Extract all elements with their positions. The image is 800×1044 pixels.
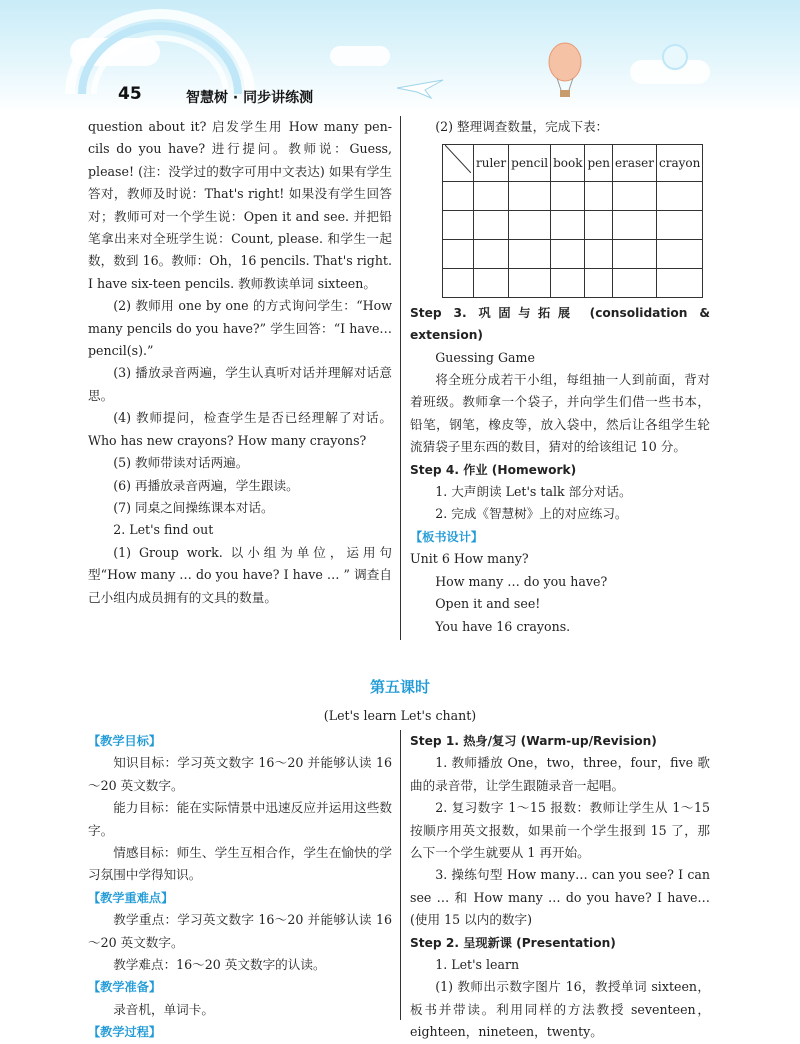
key-point-item: 教学重点：学习英文数字 16～20 并能够认读 16～20 英文数字。 [88, 912, 392, 950]
table-header-row [443, 145, 703, 181]
right-column-bottom [410, 730, 710, 1044]
preparation-tag: 【教学准备】 [88, 980, 162, 995]
page-number: 45 [118, 84, 142, 104]
hot-air-balloon-icon [545, 42, 585, 102]
book-title: 智慧树 · 同步讲练测 [186, 90, 314, 106]
paragraph: (6) 再播放录音两遍，学生跟读。 [113, 477, 299, 493]
airplane-icon [395, 70, 445, 100]
step4-item: 2. 完成《智慧树》上的对应练习。 [435, 506, 628, 522]
left-column-top [88, 116, 392, 609]
key-point-item: 教学难点：16～20 英文数字的认读。 [113, 957, 326, 973]
goal-item: 能力目标：能在实际情景中迅速反应并运用这些数字。 [88, 800, 392, 838]
paragraph: (2) 教师用 one by one 的方式询问学生：“How many pencils do you have?” 学生回答：“I have… pencil(s).” [88, 298, 392, 359]
step2-item: 1. Let's learn [435, 957, 520, 973]
step1-item: 2. 复习数字 1～15 报数：教师让学生从 1～15按顺序用英文报数，如果前一个学生报到 15 了，那么下一个学生就要从 1 再开始。 [410, 800, 710, 861]
section-subtitle: (Let's learn Let's chant) [323, 708, 477, 723]
sun-icon [660, 42, 690, 72]
table-header-cell: book [551, 145, 585, 181]
paragraph: (5) 教师带读对话两遍。 [113, 455, 249, 471]
goal-item: 知识目标：学习英文数字 16～20 并能够认读 16～20 英文数字。 [88, 755, 392, 793]
paragraph: (4) 教师提问，检查学生是否已经理解了对话。Who has new crayons? How many crayons? [88, 410, 392, 448]
table-row [443, 268, 703, 297]
step4-item: 1. 大声朗读 Let's talk 部分对话。 [435, 484, 632, 500]
table-corner-cell [443, 145, 474, 181]
board-line: Open it and see! [435, 596, 541, 612]
step3-game: Guessing Game [435, 349, 535, 365]
table-header-cell: crayon [656, 145, 702, 181]
right-column-top [410, 116, 710, 638]
table-header-cell: pencil [509, 145, 551, 181]
board-line: How many … do you have? [435, 573, 608, 589]
left-column-bottom [88, 730, 392, 1044]
column-divider [400, 730, 401, 1020]
table-intro: (2) 整理调查数量，完成下表： [435, 119, 609, 134]
step3-text: 将全班分成若干小组，每组抽一人到前面，背对着班级。教师拿一个袋子，并向学生们借一些书本，铅笔，钢笔，橡皮等，放入袋中，然后让各组学生轮流猜袋子里东西的数目，猜对的给该组记 10 分。 [410, 372, 710, 455]
board-line: You have 16 crayons. [435, 618, 571, 634]
step2-item: (1) 教师出示数字图片 16，教授单词 sixteen，板书并带读。利用同样的方法教授 seventeen，eighteen，nineteen，twenty。 [410, 979, 710, 1040]
diagonal-line-icon [445, 145, 471, 173]
table-header-cell: ruler [474, 145, 509, 181]
paragraph: question about it? 启发学生用 How many pen-cils do you have? 进行提问。教师说：Guess, please! (注：没学过的数字可用中文表达) 如果有学生答对，教师及时说：That's right! 如果没有学生回答对；教师可对一个学生说：Open it and see. 并把铅笔拿出来对全班学生说：Count, please. 和学生一起数，数到 16。教师：Oh，16 pencils. That's right. I have six-teen pencils. 教师教读单词 sixteen。 [88, 119, 392, 291]
step1-item: 1. 教师播放 One，two，three，four，five 歌曲的录音带，让学生跟随录音一起唱。 [410, 755, 710, 793]
column-divider [400, 116, 401, 640]
paragraph: 2. Let's find out [113, 522, 214, 538]
key-points-tag: 【教学重难点】 [88, 890, 174, 905]
preparation-text: 录音机，单词卡。 [113, 1001, 214, 1017]
paragraph: (3) 播放录音两遍，学生认真听对话并理解对话意思。 [88, 365, 392, 403]
table-row [443, 181, 703, 210]
step3-title: Step 3. 巩固与拓展 (consolidation & extension) [410, 305, 710, 343]
section-title: 第五课时 [369, 678, 430, 696]
goal-item: 情感目标：师生、学生互相合作，学生在愉快的学习氛围中学得知识。 [88, 845, 392, 883]
paragraph: (7) 同桌之间操练课本对话。 [113, 499, 274, 515]
paragraph: (1) Group work. 以小组为单位，运用句型“How many … do you have? I have … ” 调查自己小组内成员拥有的文具的数量。 [88, 544, 392, 605]
step1-title: Step 1. 热身/复习 (Warm-up/Revision) [410, 734, 657, 748]
cloud-decoration [330, 46, 390, 66]
table-header-cell: eraser [612, 145, 656, 181]
table-row [443, 210, 703, 239]
goals-tag: 【教学目标】 [88, 734, 162, 748]
table-row [443, 239, 703, 268]
rainbow-icon [60, 6, 260, 96]
survey-table [442, 144, 703, 297]
step2-title: Step 2. 呈现新课 (Presentation) [410, 935, 616, 950]
table-header-cell: pen [585, 145, 613, 181]
board-design-tag: 【板书设计】 [410, 529, 484, 544]
step4-title: Step 4. 作业 (Homework) [410, 462, 577, 477]
board-title: Unit 6 How many? [410, 551, 529, 567]
step1-item: 3. 操练句型 How many… can you see? I can see … 和 How many … do you have? I have…(使用 15 以内的数字) [410, 867, 710, 928]
process-tag: 【教学过程】 [88, 1025, 162, 1040]
